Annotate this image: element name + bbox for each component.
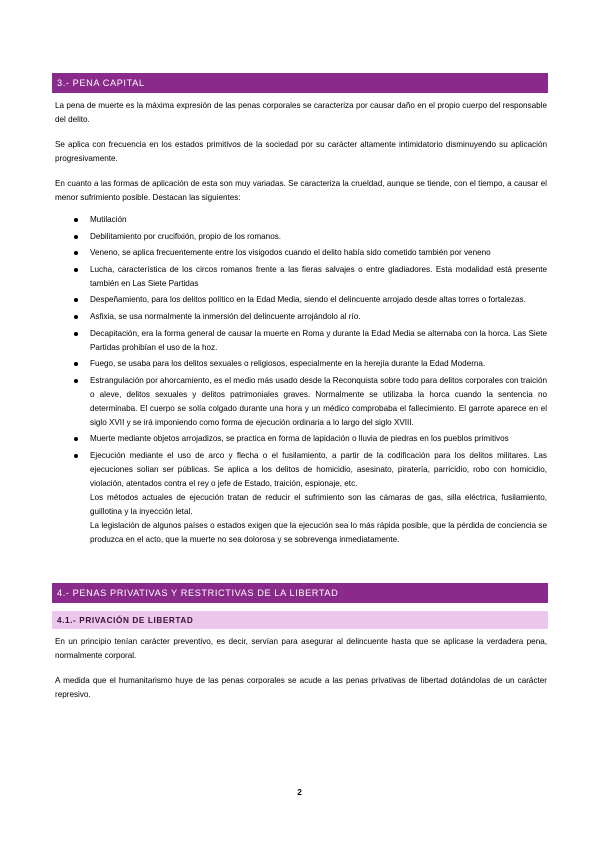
paragraph-2: Se aplica con frecuencia en los estados primitivos de la sociedad por su carácter altamente intimidatorio disminuyendo su aplicación progresivamente.	[55, 140, 547, 163]
bullet-icon	[74, 437, 78, 441]
bullet-icon	[74, 298, 78, 302]
list-item: Asfixia, se usa normalmente la inmersión del delincuente arrojándolo al río.	[55, 310, 547, 324]
bullet-icon	[74, 379, 78, 383]
bullet-icon	[74, 315, 78, 319]
list-item-continuation: Los métodos actuales de ejecución tratan de reducir el sufrimiento son las cámaras de gas, silla eléctrica, fusilamiento, guillotina y la inyección letal.	[90, 492, 547, 516]
section-header-penas-privativas: 4.- PENAS PRIVATIVAS Y RESTRICTIVAS DE LA LIBERTAD	[52, 583, 548, 603]
bullet-icon	[74, 251, 78, 255]
list-item: Mutilación	[55, 213, 547, 227]
list-item: Lucha, característica de los circos romanos frente a las fieras salvajes o entre gladiadores. Esta modalidad está presente también en Las Siete Partidas	[55, 263, 547, 291]
bullet-icon	[74, 218, 78, 222]
section-header-pena-capital: 3.- PENA CAPITAL	[52, 73, 548, 93]
paragraph-3: En cuanto a las formas de aplicación de esta son muy variadas. Se caracteriza la crueldad, aunque se tiende, con el tiempo, a causar el menor sufrimiento posible. Destacan las siguientes:	[55, 179, 547, 202]
paragraph-1: La pena de muerte es la máxima expresión de las penas corporales se caracteriza por causar daño en el propio cuerpo del responsable del delito.	[55, 101, 547, 124]
list-item: Ejecución mediante el uso de arco y flecha o el fusilamiento, a partir de la codificación para los delitos militares. Las ejecuciones solían ser públicas. Se aplica a los delitos de homicidio, asesinato, piratería, parricidio, robo con homicidio, violación, atentados contra el rey o jefe de Estado, traición, espionaje, etc. Los métodos actuales de ejecución tratan de reducir el sufrimiento son las cámaras de gas, silla eléctrica, fusilamiento, guillotina y la inyección letal. La legislación de algunos países o estados exigen que la ejecución sea lo más rápida posible, que la pérdida de conciencia se produzca en el acto, que la muerte no sea dolorosa y se sobrevenga inmediatamente.	[55, 449, 547, 547]
list-item: Decapitación, era la forma general de causar la muerte en Roma y durante la Edad Media se alternaba con la horca. Las Siete Partidas prohibían el uso de la hoz.	[55, 327, 547, 355]
bullet-icon	[74, 332, 78, 336]
list-item: Muerte mediante objetos arrojadizos, se practica en forma de lapidación o lluvia de piedras en los pueblos primitivos	[55, 432, 547, 446]
list-item: Debilitamiento por crucifixión, propio de los romanos.	[55, 230, 547, 244]
list-item-continuation: La legislación de algunos países o estados exigen que la ejecución sea lo más rápida posible, que la pérdida de conciencia se produzca en el acto, que la muerte no sea dolorosa y se sobrevenga inmediatamente.	[90, 520, 547, 544]
list-item: Fuego, se usaba para los delitos sexuales o religiosos, especialmente en la herejía durante la Edad Moderna.	[55, 357, 547, 371]
execution-methods-list	[55, 213, 547, 550]
bullet-icon	[74, 362, 78, 366]
paragraph-4: En un principio tenían carácter preventivo, es decir, servían para asegurar al delincuente hasta que se aplicase la verdadera pena, normalmente corporal.	[55, 637, 547, 660]
list-item: Veneno, se aplica frecuentemente entre los visigodos cuando el delito había sido cometido también por veneno	[55, 246, 547, 260]
paragraph-5: A medida que el humanitarismo huye de las penas corporales se acude a las penas privativas de libertad dotándolas de un carácter represivo.	[55, 676, 547, 699]
bullet-icon	[74, 268, 78, 272]
bullet-icon	[74, 454, 78, 458]
subsection-header-privacion: 4.1.- PRIVACIÓN DE LIBERTAD	[52, 611, 548, 629]
bullet-icon	[74, 235, 78, 239]
page-number: 2	[297, 788, 302, 797]
list-item: Estrangulación por ahorcamiento, es el medio más usado desde la Reconquista sobre todo para delitos corporales con traición o aleve, delitos sexuales y delitos patrimoniales graves. Normalmente se utilizaba la horca cuando la sentencia no determinaba. El cuerpo se solía colgado durante una hora y un médico comprobaba el fallecimiento. El garrote aparece en el siglo XVII y se irá imponiendo como forma de ejecución ordinaria a lo largo del siglo XVIII.	[55, 374, 547, 430]
list-item: Despeñamiento, para los delitos político en la Edad Media, siendo el delincuente arrojado desde altas torres o fortalezas.	[55, 293, 547, 307]
